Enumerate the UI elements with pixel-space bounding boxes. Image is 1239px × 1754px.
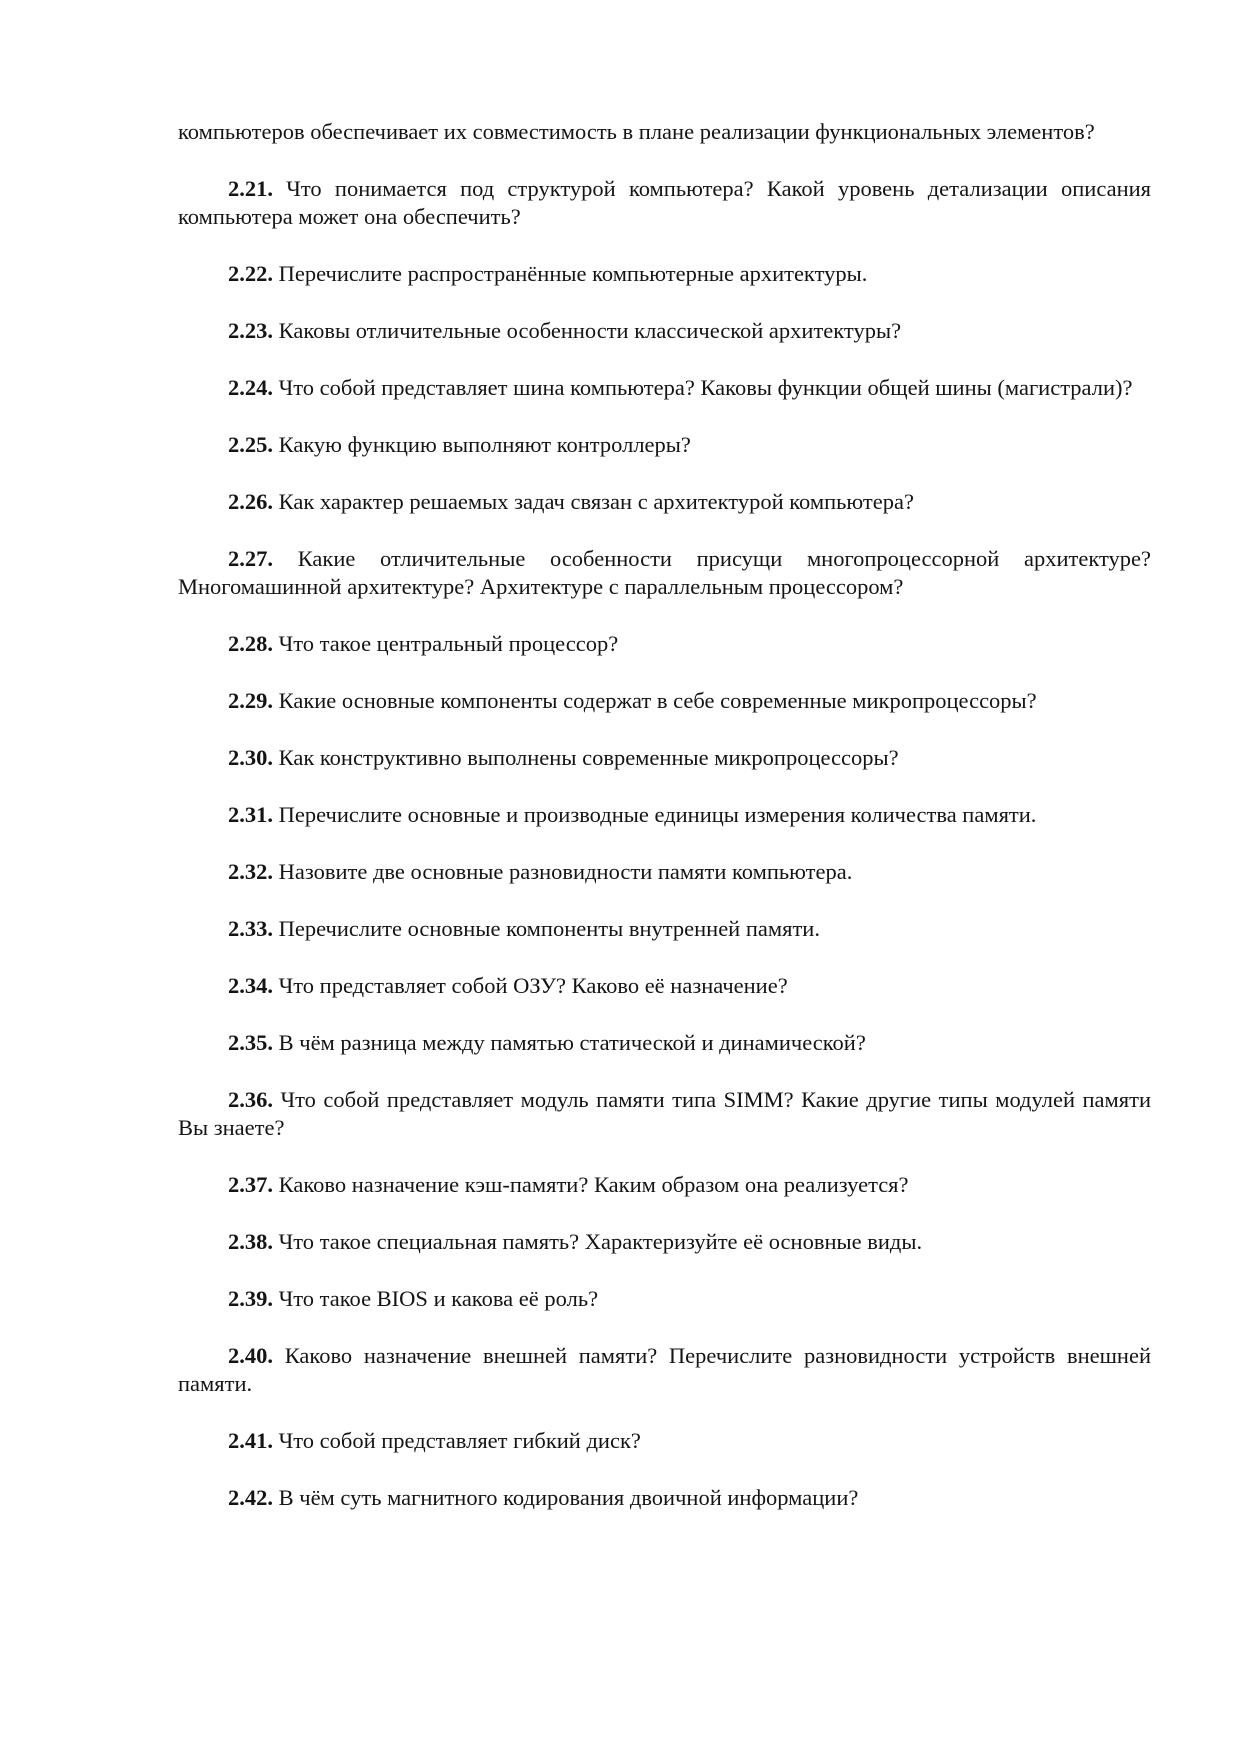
question-item [178, 175, 1151, 231]
question-text: Что такое центральный процессор? [278, 631, 619, 656]
question-text: Назовите две основные разновидности памяти компьютера. [278, 859, 853, 884]
question-number: 2.41. [228, 1428, 273, 1453]
question-number: 2.22. [228, 261, 273, 286]
question-text: Что собой представляет шина компьютера? Каковы функции общей шины (магистрали)? [278, 375, 1133, 400]
question-item [178, 858, 1151, 886]
question-text: В чём суть магнитного кодирования двоичной информации? [278, 1485, 859, 1510]
question-number: 2.23. [228, 318, 273, 343]
question-item [178, 744, 1151, 772]
continuation-paragraph: компьютеров обеспечивает их совместимость в плане реализации функциональных элементов? [178, 119, 1095, 144]
question-text: Перечислите распространённые компьютерные архитектуры. [278, 261, 868, 286]
question-text: Как характер решаемых задач связан с архитектурой компьютера? [278, 489, 914, 514]
question-item [178, 915, 1151, 943]
question-text: В чём разница между памятью статической и динамической? [278, 1030, 866, 1055]
question-number: 2.36. [228, 1087, 273, 1112]
question-number: 2.29. [228, 688, 273, 713]
question-number: 2.40. [228, 1343, 273, 1368]
question-item [178, 1171, 1151, 1199]
question-item [178, 1484, 1151, 1512]
question-item [178, 1228, 1151, 1256]
question-item [178, 801, 1151, 829]
question-text: Что собой представляет модуль памяти типа SIMM? Какие другие типы модулей памяти Вы знаете? [178, 1087, 1151, 1140]
question-item [178, 1086, 1151, 1142]
question-number: 2.39. [228, 1286, 273, 1311]
question-item [178, 1427, 1151, 1455]
question-item [178, 488, 1151, 516]
question-number: 2.24. [228, 375, 273, 400]
question-item [178, 687, 1151, 715]
question-text: Что понимается под структурой компьютера? Какой уровень детализации описания компьютера может она обеспечить? [178, 176, 1151, 229]
question-number: 2.26. [228, 489, 273, 514]
question-text: Что такое BIOS и какова её роль? [278, 1286, 599, 1311]
question-number: 2.38. [228, 1229, 273, 1254]
question-text: Что такое специальная память? Характеризуйте её основные виды. [278, 1229, 923, 1254]
question-number: 2.37. [228, 1172, 273, 1197]
question-text: Перечислите основные и производные единицы измерения количества памяти. [278, 802, 1037, 827]
question-item [178, 1285, 1151, 1313]
question-number: 2.21. [228, 176, 273, 201]
document-page [178, 118, 1151, 1541]
question-item [178, 1342, 1151, 1398]
question-number: 2.27. [228, 546, 273, 571]
question-number: 2.32. [228, 859, 273, 884]
question-item [178, 317, 1151, 345]
question-number: 2.30. [228, 745, 273, 770]
question-text: Каково назначение кэш-памяти? Каким образом она реализуется? [278, 1172, 909, 1197]
question-number: 2.25. [228, 432, 273, 457]
question-item [178, 431, 1151, 459]
question-text: Какие отличительные особенности присущи многопроцессорной архитектуре? Многомашинной архитектуре? Архитектуре с параллельным процессором? [178, 546, 1151, 599]
question-text: Какую функцию выполняют контроллеры? [278, 432, 691, 457]
question-text: Как конструктивно выполнены современные микропроцессоры? [278, 745, 899, 770]
question-text: Что собой представляет гибкий диск? [278, 1428, 641, 1453]
question-item [178, 972, 1151, 1000]
question-number: 2.31. [228, 802, 273, 827]
question-item [178, 374, 1151, 402]
question-list [178, 175, 1151, 1512]
question-text: Каковы отличительные особенности классической архитектуры? [278, 318, 902, 343]
question-text: Что представляет собой ОЗУ? Каково её назначение? [278, 973, 788, 998]
question-item [178, 545, 1151, 601]
question-text: Каково назначение внешней памяти? Перечислите разновидности устройств внешней памяти. [178, 1343, 1152, 1396]
question-item [178, 630, 1151, 658]
question-number: 2.42. [228, 1485, 273, 1510]
question-number: 2.28. [228, 631, 273, 656]
question-item [178, 260, 1151, 288]
question-item [178, 1029, 1151, 1057]
question-number: 2.33. [228, 916, 273, 941]
question-number: 2.34. [228, 973, 273, 998]
question-number: 2.35. [228, 1030, 273, 1055]
question-text: Какие основные компоненты содержат в себе современные микропроцессоры? [278, 688, 1037, 713]
question-text: Перечислите основные компоненты внутренней памяти. [278, 916, 820, 941]
